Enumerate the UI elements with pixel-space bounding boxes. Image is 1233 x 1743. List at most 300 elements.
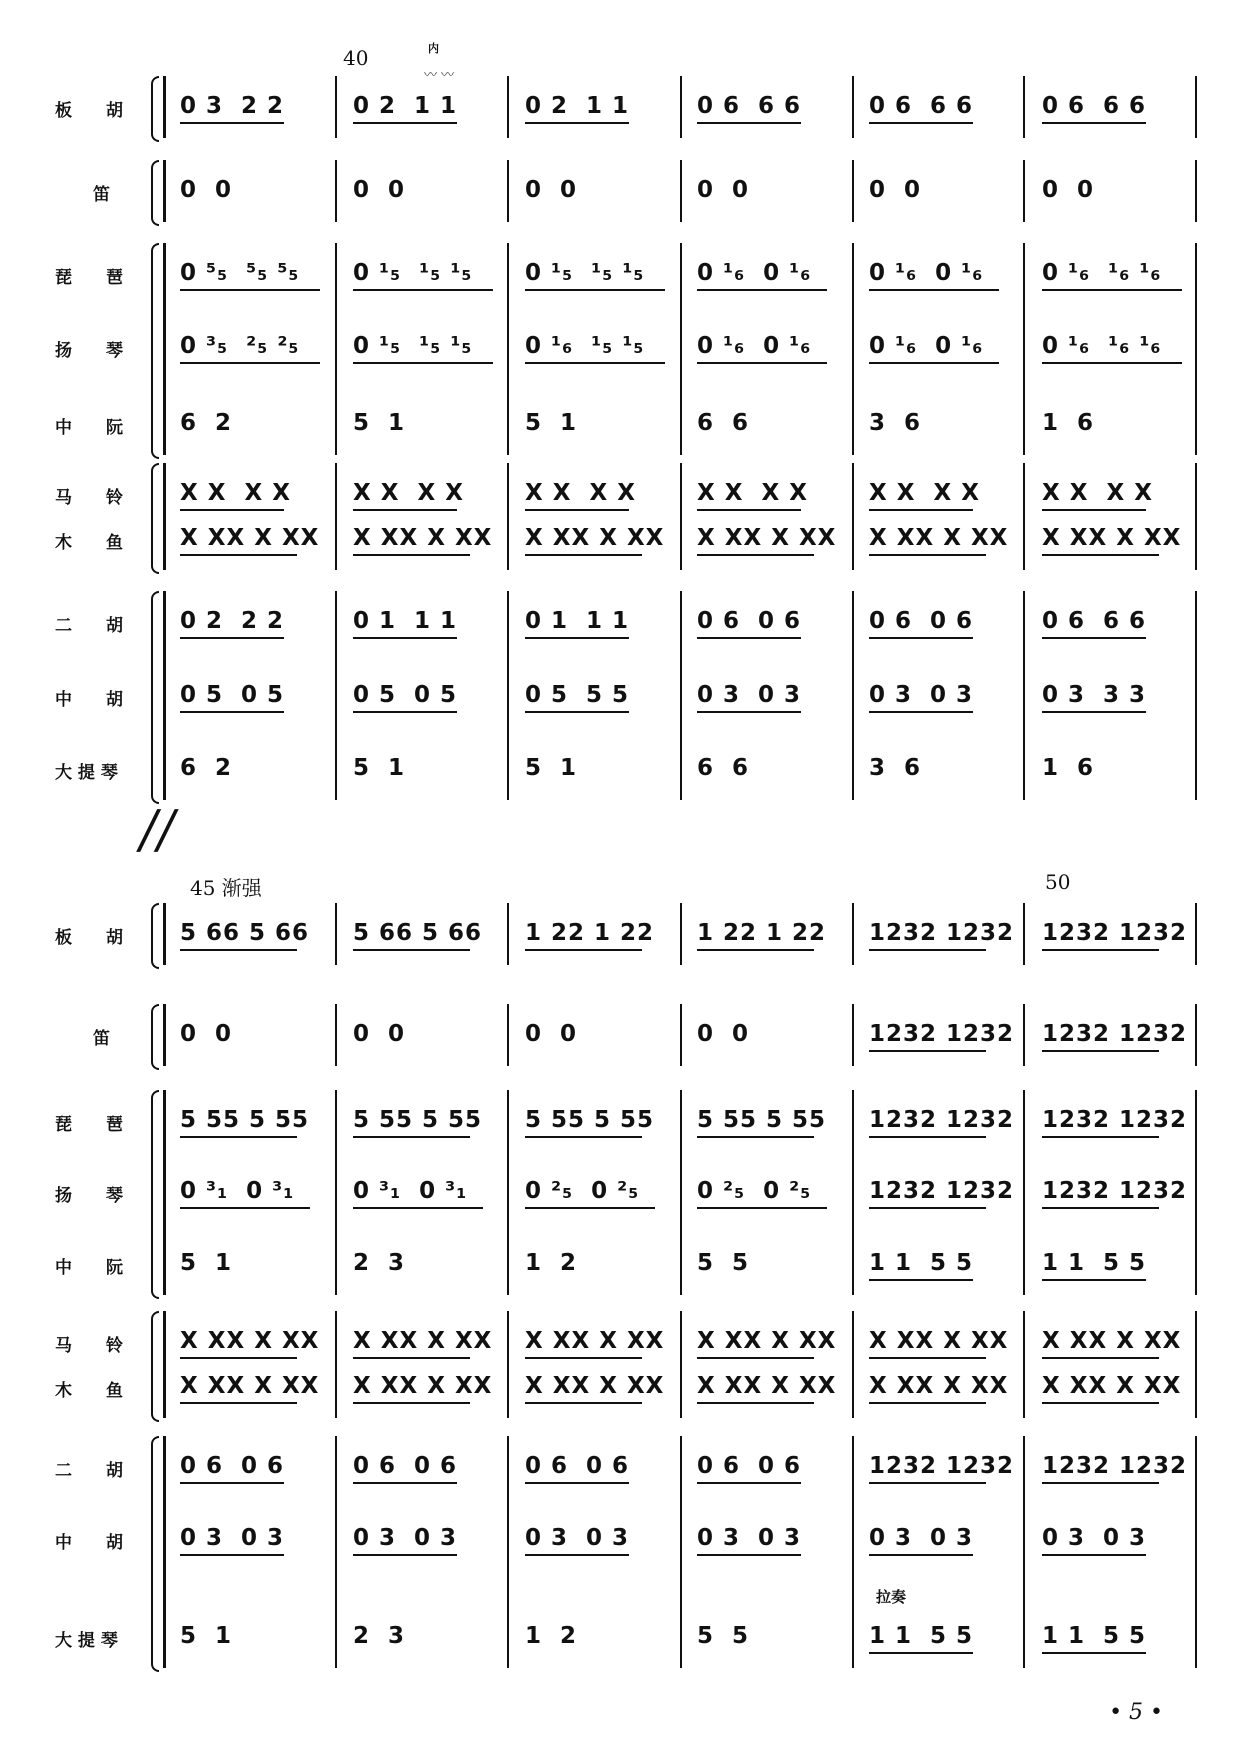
beam-line bbox=[525, 122, 629, 124]
instrument-label: 板 胡 bbox=[55, 101, 123, 121]
beam-line bbox=[525, 1207, 655, 1209]
bar-line bbox=[852, 1436, 854, 1668]
beam-line bbox=[525, 289, 665, 291]
bar-line bbox=[1195, 1311, 1197, 1418]
measure-notes: 5 55 5 55 bbox=[525, 1107, 655, 1133]
beam-line bbox=[1042, 1279, 1146, 1281]
bar-line bbox=[1023, 1090, 1025, 1295]
beam-line bbox=[1042, 1402, 1159, 1404]
beam-line bbox=[869, 1279, 973, 1281]
measure-notes: 0 6 6 6 bbox=[869, 93, 974, 119]
measure-notes: 1 2 bbox=[525, 1623, 578, 1649]
group-bracket bbox=[151, 903, 159, 969]
instrument-label: 木 鱼 bbox=[55, 1381, 123, 1401]
measure-notes: X XX X XX bbox=[525, 1373, 665, 1399]
measure-notes: 6 2 bbox=[180, 755, 233, 781]
measure-notes: X XX X XX bbox=[353, 1328, 493, 1354]
bar-line bbox=[1195, 463, 1197, 570]
measure-notes: 5 1 bbox=[180, 1623, 233, 1649]
bar-line bbox=[852, 1311, 854, 1418]
measure-notes: 3 6 bbox=[869, 410, 922, 436]
beam-line bbox=[353, 1482, 457, 1484]
measure-notes: 0 3 0 3 bbox=[869, 682, 974, 708]
measure-number-40: 40 bbox=[343, 46, 369, 70]
beam-line bbox=[697, 1402, 814, 1404]
measure-notes: X XX X XX bbox=[869, 525, 1009, 551]
beam-line bbox=[353, 949, 470, 951]
beam-line bbox=[353, 289, 493, 291]
bar-line bbox=[335, 1004, 337, 1066]
measure-notes: 5 66 5 66 bbox=[180, 920, 310, 946]
beam-line bbox=[180, 509, 284, 511]
instrument-label: 马 铃 bbox=[55, 488, 123, 508]
beam-line bbox=[525, 1357, 642, 1359]
measure-notes: 0 ¹₅ ¹₅ ¹₅ bbox=[353, 260, 473, 286]
beam-line bbox=[697, 1207, 827, 1209]
system-start-line bbox=[163, 76, 166, 138]
bar-line bbox=[1023, 160, 1025, 222]
bar-line bbox=[335, 160, 337, 222]
measure-notes: 1232 1232 bbox=[869, 1178, 1015, 1204]
bar-line bbox=[507, 243, 509, 455]
measure-notes: 5 55 5 55 bbox=[697, 1107, 827, 1133]
ornament-marks: 〰 〰 bbox=[424, 68, 455, 83]
bar-line bbox=[507, 903, 509, 965]
bar-line bbox=[1195, 76, 1197, 138]
beam-line bbox=[353, 554, 470, 556]
bar-line bbox=[1195, 1004, 1197, 1066]
beam-line bbox=[525, 637, 629, 639]
beam-line bbox=[180, 711, 284, 713]
measure-notes: X XX X XX bbox=[1042, 525, 1182, 551]
beam-line bbox=[869, 949, 986, 951]
bar-line bbox=[507, 160, 509, 222]
measure-notes: 5 1 bbox=[525, 410, 578, 436]
measure-notes: X XX X XX bbox=[697, 525, 837, 551]
bar-line bbox=[852, 1090, 854, 1295]
system-start-line bbox=[163, 1004, 166, 1066]
measure-notes: 0 3 2 2 bbox=[180, 93, 285, 119]
bar-line bbox=[1023, 463, 1025, 570]
system-start-line bbox=[163, 243, 166, 455]
beam-line bbox=[1042, 1652, 1146, 1654]
measure-notes: 1232 1232 bbox=[1042, 1021, 1188, 1047]
measure-notes: 5 1 bbox=[525, 755, 578, 781]
measure-notes: 0 5 0 5 bbox=[353, 682, 458, 708]
bar-line bbox=[680, 1436, 682, 1668]
measure-notes: 5 55 5 55 bbox=[353, 1107, 483, 1133]
measure-notes: 0 1 1 1 bbox=[353, 608, 458, 634]
measure-notes: 0 6 0 6 bbox=[353, 1453, 458, 1479]
bar-line bbox=[1023, 1004, 1025, 1066]
beam-line bbox=[869, 1482, 986, 1484]
bar-line bbox=[1195, 160, 1197, 222]
system-start-line bbox=[163, 591, 166, 800]
measure-notes: X X X X bbox=[869, 480, 980, 506]
measure-notes: 0 ³₁ 0 ³₁ bbox=[353, 1178, 468, 1204]
beam-line bbox=[180, 637, 284, 639]
system-start-line bbox=[163, 903, 166, 965]
beam-line bbox=[180, 289, 320, 291]
instrument-label: 板 胡 bbox=[55, 928, 123, 948]
bar-line bbox=[507, 1004, 509, 1066]
beam-line bbox=[525, 554, 642, 556]
instrument-label: 中 胡 bbox=[55, 690, 123, 710]
group-bracket bbox=[151, 463, 159, 574]
bar-line bbox=[507, 591, 509, 800]
measure-notes: X XX X XX bbox=[180, 525, 320, 551]
measure-notes: 1232 1232 bbox=[1042, 920, 1188, 946]
instrument-label: 二 胡 bbox=[55, 616, 123, 636]
measure-notes: 0 ¹₆ ¹₆ ¹₆ bbox=[1042, 333, 1162, 359]
beam-line bbox=[353, 362, 493, 364]
beam-line bbox=[525, 1482, 629, 1484]
beam-line bbox=[180, 1402, 297, 1404]
measure-notes: 0 3 0 3 bbox=[353, 1525, 458, 1551]
instrument-label: 琵 琶 bbox=[55, 1115, 123, 1135]
beam-line bbox=[1042, 509, 1146, 511]
bar-line bbox=[852, 76, 854, 138]
beam-line bbox=[353, 1554, 457, 1556]
bar-line bbox=[1195, 1436, 1197, 1668]
bar-line bbox=[680, 903, 682, 965]
measure-notes: 0 ¹₆ 0 ¹₆ bbox=[869, 333, 984, 359]
bar-line bbox=[852, 243, 854, 455]
measure-notes: X X X X bbox=[180, 480, 291, 506]
instrument-label: 琵 琶 bbox=[55, 268, 123, 288]
beam-line bbox=[525, 362, 665, 364]
bar-line bbox=[507, 76, 509, 138]
bar-line bbox=[507, 1311, 509, 1418]
bar-line bbox=[680, 243, 682, 455]
beam-line bbox=[869, 362, 999, 364]
beam-line bbox=[1042, 1136, 1159, 1138]
group-bracket bbox=[151, 591, 159, 804]
beam-line bbox=[869, 122, 973, 124]
pizzicato-label: 拉奏 bbox=[876, 1588, 907, 1606]
beam-line bbox=[869, 1652, 973, 1654]
bar-line bbox=[335, 1311, 337, 1418]
instrument-label: 大 提 琴 bbox=[55, 763, 118, 783]
measure-notes: X X X X bbox=[353, 480, 464, 506]
measure-number-50: 50 bbox=[1045, 870, 1071, 894]
measure-notes: 6 2 bbox=[180, 410, 233, 436]
beam-line bbox=[180, 122, 284, 124]
bar-line bbox=[680, 160, 682, 222]
measure-notes: X XX X XX bbox=[353, 1373, 493, 1399]
bar-line bbox=[852, 1004, 854, 1066]
measure-notes: 1 22 1 22 bbox=[525, 920, 655, 946]
measure-notes: 0 1 1 1 bbox=[525, 608, 630, 634]
measure-notes: 0 ¹₆ ¹₅ ¹₅ bbox=[525, 333, 645, 359]
measure-notes: 5 55 5 55 bbox=[180, 1107, 310, 1133]
beam-line bbox=[525, 1136, 642, 1138]
group-bracket bbox=[151, 76, 159, 142]
measure-notes: X XX X XX bbox=[525, 1328, 665, 1354]
beam-line bbox=[1042, 362, 1182, 364]
measure-notes: 0 6 0 6 bbox=[525, 1453, 630, 1479]
measure-notes: X XX X XX bbox=[697, 1328, 837, 1354]
beam-line bbox=[353, 509, 457, 511]
beam-line bbox=[697, 711, 801, 713]
bar-line bbox=[335, 591, 337, 800]
instrument-label: 扬 琴 bbox=[55, 1186, 123, 1206]
measure-number-45-crescendo: 45 渐强 bbox=[190, 876, 262, 900]
measure-notes: 5 5 bbox=[697, 1250, 750, 1276]
measure-notes: 0 2 2 2 bbox=[180, 608, 285, 634]
section-break-slashes: // bbox=[134, 800, 181, 860]
beam-line bbox=[869, 1136, 986, 1138]
beam-line bbox=[869, 1207, 986, 1209]
measure-notes: X X X X bbox=[1042, 480, 1153, 506]
measure-notes: X XX X XX bbox=[869, 1328, 1009, 1354]
beam-line bbox=[697, 1482, 801, 1484]
beam-line bbox=[353, 1357, 470, 1359]
beam-line bbox=[353, 711, 457, 713]
measure-notes: 1 6 bbox=[1042, 755, 1095, 781]
measure-notes: 1232 1232 bbox=[869, 1453, 1015, 1479]
measure-notes: 0 ²₅ 0 ²₅ bbox=[525, 1178, 640, 1204]
measure-notes: 1232 1232 bbox=[869, 1107, 1015, 1133]
bar-line bbox=[1023, 1436, 1025, 1668]
measure-notes: X XX X XX bbox=[869, 1373, 1009, 1399]
measure-notes: X XX X XX bbox=[525, 525, 665, 551]
measure-notes: 0 3 0 3 bbox=[1042, 1525, 1147, 1551]
measure-notes: 0 0 bbox=[525, 1021, 578, 1047]
measure-notes: X X X X bbox=[525, 480, 636, 506]
beam-line bbox=[525, 1554, 629, 1556]
bar-line bbox=[335, 76, 337, 138]
measure-notes: 5 66 5 66 bbox=[353, 920, 483, 946]
bar-line bbox=[680, 1004, 682, 1066]
beam-line bbox=[869, 289, 999, 291]
bar-line bbox=[507, 463, 509, 570]
bar-line bbox=[335, 1436, 337, 1668]
measure-notes: 0 ⁵₅ ⁵₅ ⁵₅ bbox=[180, 260, 300, 286]
measure-notes: 6 6 bbox=[697, 755, 750, 781]
measure-notes: 0 0 bbox=[180, 177, 233, 203]
beam-line bbox=[180, 1554, 284, 1556]
bar-line bbox=[335, 243, 337, 455]
measure-notes: X XX X XX bbox=[353, 525, 493, 551]
beam-line bbox=[1042, 1554, 1146, 1556]
system-start-line bbox=[163, 1436, 166, 1668]
measure-notes: 0 0 bbox=[697, 1021, 750, 1047]
measure-notes: 0 2 1 1 bbox=[525, 93, 630, 119]
measure-notes: 0 6 6 6 bbox=[1042, 93, 1147, 119]
measure-notes: 0 0 bbox=[353, 1021, 406, 1047]
bar-line bbox=[680, 463, 682, 570]
ornament-label: 内 bbox=[428, 42, 439, 55]
bar-line bbox=[1195, 591, 1197, 800]
group-bracket bbox=[151, 160, 159, 226]
group-bracket bbox=[151, 1311, 159, 1422]
instrument-label: 扬 琴 bbox=[55, 341, 123, 361]
beam-line bbox=[180, 1357, 297, 1359]
measure-notes: 0 3 0 3 bbox=[869, 1525, 974, 1551]
bar-line bbox=[1195, 243, 1197, 455]
beam-line bbox=[869, 509, 973, 511]
beam-line bbox=[180, 1136, 297, 1138]
beam-line bbox=[1042, 1357, 1159, 1359]
group-bracket bbox=[151, 1004, 159, 1070]
beam-line bbox=[1042, 1482, 1159, 1484]
measure-notes: 0 3 3 3 bbox=[1042, 682, 1147, 708]
measure-notes: 1 22 1 22 bbox=[697, 920, 827, 946]
measure-notes: 1232 1232 bbox=[1042, 1107, 1188, 1133]
measure-notes: 0 3 0 3 bbox=[697, 1525, 802, 1551]
bar-line bbox=[335, 1090, 337, 1295]
beam-line bbox=[180, 554, 297, 556]
beam-line bbox=[180, 1207, 310, 1209]
beam-line bbox=[1042, 637, 1146, 639]
beam-line bbox=[869, 1357, 986, 1359]
measure-notes: 0 0 bbox=[353, 177, 406, 203]
instrument-label: 笛 bbox=[93, 1029, 110, 1049]
instrument-label: 木 鱼 bbox=[55, 533, 123, 553]
beam-line bbox=[1042, 1207, 1159, 1209]
measure-notes: 0 0 bbox=[869, 177, 922, 203]
beam-line bbox=[697, 509, 801, 511]
measure-notes: 5 1 bbox=[353, 755, 406, 781]
beam-line bbox=[353, 1207, 483, 1209]
bar-line bbox=[1023, 76, 1025, 138]
measure-notes: 0 3 0 3 bbox=[180, 1525, 285, 1551]
bar-line bbox=[852, 903, 854, 965]
measure-notes: X XX X XX bbox=[180, 1328, 320, 1354]
measure-notes: 2 3 bbox=[353, 1250, 406, 1276]
measure-notes: 0 0 bbox=[697, 177, 750, 203]
bar-line bbox=[1023, 243, 1025, 455]
measure-notes: 1232 1232 bbox=[1042, 1453, 1188, 1479]
beam-line bbox=[353, 637, 457, 639]
measure-notes: 1 1 5 5 bbox=[1042, 1250, 1147, 1276]
bar-line bbox=[1023, 591, 1025, 800]
measure-notes: 0 3 0 3 bbox=[525, 1525, 630, 1551]
beam-line bbox=[869, 1050, 986, 1052]
measure-notes: 0 6 0 6 bbox=[869, 608, 974, 634]
instrument-label: 大 提 琴 bbox=[55, 1631, 118, 1651]
measure-notes: 5 5 bbox=[697, 1623, 750, 1649]
beam-line bbox=[353, 122, 457, 124]
beam-line bbox=[697, 289, 827, 291]
measure-notes: X XX X XX bbox=[1042, 1328, 1182, 1354]
beam-line bbox=[525, 509, 629, 511]
beam-line bbox=[1042, 1050, 1159, 1052]
measure-notes: 1 1 5 5 bbox=[1042, 1623, 1147, 1649]
measure-notes: 1232 1232 bbox=[1042, 1178, 1188, 1204]
beam-line bbox=[869, 1402, 986, 1404]
beam-line bbox=[1042, 949, 1159, 951]
measure-notes: 1 1 5 5 bbox=[869, 1623, 974, 1649]
measure-notes: 1 6 bbox=[1042, 410, 1095, 436]
instrument-label: 二 胡 bbox=[55, 1461, 123, 1481]
measure-notes: 6 6 bbox=[697, 410, 750, 436]
group-bracket bbox=[151, 1436, 159, 1672]
beam-line bbox=[353, 1402, 470, 1404]
instrument-label: 中 胡 bbox=[55, 1533, 123, 1553]
measure-notes: 0 0 bbox=[1042, 177, 1095, 203]
instrument-label: 马 铃 bbox=[55, 1336, 123, 1356]
instrument-label: 中 阮 bbox=[55, 1258, 123, 1278]
measure-notes: 0 6 0 6 bbox=[180, 1453, 285, 1479]
beam-line bbox=[525, 711, 629, 713]
bar-line bbox=[507, 1436, 509, 1668]
bar-line bbox=[680, 591, 682, 800]
measure-notes: 0 6 6 6 bbox=[1042, 608, 1147, 634]
measure-notes: 0 2 1 1 bbox=[353, 93, 458, 119]
measure-notes: 0 ¹₅ ¹₅ ¹₅ bbox=[353, 333, 473, 359]
measure-notes: 0 6 0 6 bbox=[697, 608, 802, 634]
bar-line bbox=[1023, 1311, 1025, 1418]
measure-notes: 0 0 bbox=[525, 177, 578, 203]
measure-notes: X X X X bbox=[697, 480, 808, 506]
beam-line bbox=[697, 1357, 814, 1359]
bar-line bbox=[335, 903, 337, 965]
bar-line bbox=[507, 1090, 509, 1295]
beam-line bbox=[525, 949, 642, 951]
bar-line bbox=[852, 591, 854, 800]
beam-line bbox=[697, 949, 814, 951]
beam-line bbox=[697, 1554, 801, 1556]
beam-line bbox=[697, 554, 814, 556]
measure-notes: 5 1 bbox=[353, 410, 406, 436]
beam-line bbox=[697, 1136, 814, 1138]
bar-line bbox=[680, 1311, 682, 1418]
bar-line bbox=[852, 463, 854, 570]
measure-notes: 0 ³₅ ²₅ ²₅ bbox=[180, 333, 300, 359]
system-start-line bbox=[163, 1311, 166, 1418]
bar-line bbox=[1195, 903, 1197, 965]
group-bracket bbox=[151, 243, 159, 459]
measure-notes: 1 1 5 5 bbox=[869, 1250, 974, 1276]
measure-notes: 1232 1232 bbox=[869, 1021, 1015, 1047]
beam-line bbox=[869, 554, 986, 556]
beam-line bbox=[697, 362, 827, 364]
bar-line bbox=[1195, 1090, 1197, 1295]
beam-line bbox=[180, 362, 320, 364]
measure-notes: X XX X XX bbox=[1042, 1373, 1182, 1399]
beam-line bbox=[1042, 711, 1146, 713]
measure-notes: 0 ¹₆ 0 ¹₆ bbox=[697, 260, 812, 286]
beam-line bbox=[1042, 554, 1159, 556]
measure-notes: 1 2 bbox=[525, 1250, 578, 1276]
beam-line bbox=[180, 1482, 284, 1484]
beam-line bbox=[1042, 122, 1146, 124]
measure-notes: X XX X XX bbox=[697, 1373, 837, 1399]
measure-notes: 1232 1232 bbox=[869, 920, 1015, 946]
beam-line bbox=[869, 1554, 973, 1556]
page-number: • 5 • bbox=[1109, 1700, 1163, 1725]
bar-line bbox=[1023, 903, 1025, 965]
beam-line bbox=[697, 122, 801, 124]
group-bracket bbox=[151, 1090, 159, 1299]
measure-notes: X XX X XX bbox=[180, 1373, 320, 1399]
measure-notes: 0 ³₁ 0 ³₁ bbox=[180, 1178, 295, 1204]
measure-notes: 2 3 bbox=[353, 1623, 406, 1649]
measure-notes: 0 0 bbox=[180, 1021, 233, 1047]
measure-notes: 0 ¹₆ 0 ¹₆ bbox=[869, 260, 984, 286]
system-start-line bbox=[163, 463, 166, 570]
bar-line bbox=[335, 463, 337, 570]
measure-notes: 0 6 0 6 bbox=[697, 1453, 802, 1479]
instrument-label: 中 阮 bbox=[55, 418, 123, 438]
system-start-line bbox=[163, 1090, 166, 1295]
measure-notes: 3 6 bbox=[869, 755, 922, 781]
measure-notes: 0 ¹₆ 0 ¹₆ bbox=[697, 333, 812, 359]
beam-line bbox=[353, 1136, 470, 1138]
instrument-label: 笛 bbox=[93, 185, 110, 205]
